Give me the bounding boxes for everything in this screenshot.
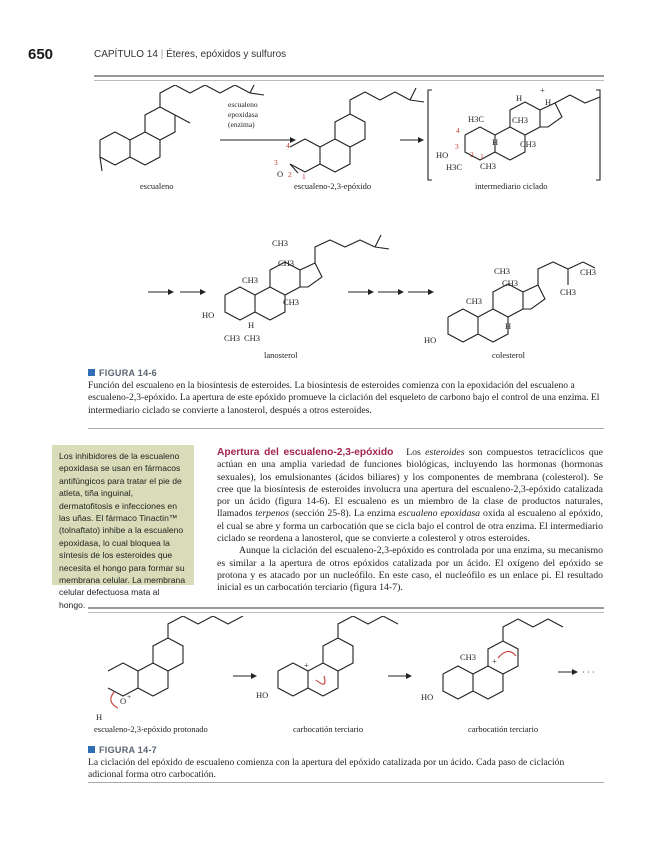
figure-marker <box>88 746 95 753</box>
arrow-step-2 <box>388 673 412 679</box>
arrow-enzyme <box>220 137 296 143</box>
lanosterol-ch3-left: CH3 <box>242 275 259 285</box>
cholesterol-h: H <box>505 321 512 331</box>
figure-14-6-bottom-rule <box>88 428 604 429</box>
top-rule-thin <box>94 80 604 81</box>
continuation-dots: · · · <box>582 667 595 677</box>
lanosterol-ho: HO <box>202 310 215 320</box>
figure-14-6-label-text: FIGURA 14-6 <box>99 368 157 378</box>
compound-epoxide-label: escualeno-2,3-epóxido <box>294 181 372 191</box>
intermediate-c3: 3 <box>455 142 459 151</box>
intermediate-h3c-bottom: H3C <box>446 162 463 172</box>
intermediate-h-mid: H <box>492 137 499 147</box>
figure-14-7-bottom-rule <box>88 782 604 783</box>
compound-cholesterol-label: colesterol <box>492 350 526 360</box>
figure-14-6-drawing <box>80 85 610 365</box>
intermediate-ho: HO <box>436 150 449 160</box>
cholesterol-ch3-top: CH3 <box>494 266 511 276</box>
figure-14-7-drawing <box>88 616 604 740</box>
first-carbocation-ho: HO <box>256 690 269 700</box>
paragraph-1-em-enzima: escualeno epoxidasa <box>398 508 481 520</box>
enzyme-label-2: epoxidasa <box>228 110 258 119</box>
cholesterol-ch3-bottom: CH3 <box>560 287 577 297</box>
squalene-epoxide-structure <box>290 88 424 173</box>
second-carbocation-ho: HO <box>421 692 434 702</box>
chapter-heading <box>94 49 286 60</box>
paragraph-1-d: oxida al escualeno al epóxido, el cual se abre y forma un carbocatión que se cicla bajo el control de otra enzima. El intermediario ciclado se reordena a lanosterol, que se convierte a colesterol y otros esteroides. <box>217 508 603 545</box>
cholesterol-ch3-mid: CH3 <box>502 278 519 288</box>
arrow-step-1 <box>233 673 257 679</box>
carbon-3-number: 3 <box>274 158 278 167</box>
paragraph-2: Aunque la ciclación del escualeno-2,3-epóxido es controlada por una enzima, su mecanismo es similar a la apertura de otros epóxidos catalizada por un ácido. El oxígeno del epóxido se protona y es atacado por un nucleófilo. En este caso, el nucleófilo es un enlace pi. El resultado inicial es un carbocatión terciario (figura 14-7). <box>217 545 603 594</box>
figure-marker <box>88 369 95 376</box>
margin-note-text: Los inhibidores de la escualeno epoxidasa se usan en fármacos antifúngicos para tratar el pie de atleta, tiña inguinal, dermatofitosis e infecciones en las uñas. El fármaco Tinactin™ (tolnaftato) inhibe a la escualeno epoxidasa, lo cual bloquea la síntesis de los esteroides que necesita el hongo para formar su membrana celular. La membrana celular defectuosa mata al hongo. <box>59 451 186 610</box>
intermediate-c1: 1 <box>480 152 484 161</box>
chapter-label: CAPÍTULO 14 <box>94 49 158 60</box>
compound-squalene-label: escualeno <box>140 181 174 191</box>
figure-14-6-caption: Función del escualeno en la biosíntesis de esteroides. La biosíntesis de esteroides comienza con la epoxidación del escualeno a escualeno-2,3-epóxido. La apertura de este epóxido promueve la ciclación del esqueleto de carbono bajo el control de una enzima. El intermediario ciclado se convierte a lanosterol, después a otros esteroides. <box>88 380 600 416</box>
protonated-oxygen: O <box>120 696 127 706</box>
lanosterol-ch3-top: CH3 <box>272 238 289 248</box>
protonated-plus: + <box>127 692 132 701</box>
figure-14-7-label-text: FIGURA 14-7 <box>99 745 157 755</box>
intermediate-plus: + <box>540 85 545 95</box>
cholesterol-ho: HO <box>424 335 437 345</box>
arrows-to-cholesterol <box>348 289 434 295</box>
carbon-2-number: 2 <box>288 170 292 179</box>
compound-carbocation-1-label: carbocatión terciario <box>293 724 364 734</box>
page-number: 650 <box>28 46 54 63</box>
figure-14-7-label <box>88 745 157 755</box>
lanosterol-ch3-mid: CH3 <box>278 258 295 268</box>
intermediate-h3c-top: H3C <box>468 114 485 124</box>
enzyme-label-1: escualeno <box>228 100 258 109</box>
lanosterol-ch3-bottom-1: CH3 <box>224 333 241 343</box>
paragraph-1-c: (sección 25-8). La enzima <box>289 508 399 520</box>
cholesterol-ch3-left: CH3 <box>466 296 483 306</box>
intermediate-h-right: H <box>545 97 552 107</box>
paragraph-1-em-terpenos: terpenos <box>255 508 289 520</box>
compound-lanosterol-label: lanosterol <box>264 350 298 360</box>
cholesterol-ch3-right: CH3 <box>580 267 597 277</box>
chapter-title: Éteres, epóxidos y sulfuros <box>166 49 287 60</box>
lanosterol-h: H <box>248 320 255 330</box>
second-carbocation-plus: + <box>492 656 497 666</box>
paragraph-1-b: son compuestos tetracíclicos que actúan en una amplia variedad de funciones biológicas, incluyendo las hormonas (hormonas sexuales), los emulsionantes (ácidos biliares) y los componentes de membrana (colesterol). Se cree que la biosíntesis de esteroides involucra una apertura del escualeno-2,3-epóxido catalizada por un ácido (figura 14-6). El escualeno es un miembro de la clase de productos naturales, llamados <box>217 447 603 520</box>
section-body <box>217 447 603 595</box>
arrow-to-intermediate <box>400 137 424 143</box>
section-title: Apertura del escualeno-2,3-epóxido <box>217 447 394 458</box>
paragraph-1-a: Los <box>406 447 426 458</box>
lanosterol-ch3-bottom-2: CH3 <box>244 333 261 343</box>
figure-14-7-caption: La ciclación del epóxido de escualeno comienza con la apertura del epóxido catalizada por un ácido. Cada paso de ciclación adicional forma otro carbocatión. <box>88 757 565 781</box>
first-carbocation-structure <box>278 616 398 696</box>
carbon-4-number: 4 <box>286 141 290 150</box>
enzyme-label-3: (enzima) <box>228 120 255 129</box>
top-rule <box>94 75 604 77</box>
figure-14-7-top-rule-thin <box>88 612 604 613</box>
intermediate-c2: 2 <box>470 150 474 159</box>
compound-intermediate-label: intermediario ciclado <box>475 181 548 191</box>
paragraph-1-em-esteroides: esteroides <box>425 447 465 458</box>
compound-carbocation-2-label: carbocatión terciario <box>468 724 539 734</box>
first-carbocation-plus: + <box>304 660 309 670</box>
figure-14-6-label <box>88 368 157 378</box>
compound-protonated-label: escualeno-2,3-epóxido protonado <box>94 724 208 734</box>
chapter-separator: | <box>160 49 167 60</box>
protonated-h: H <box>96 712 103 722</box>
carbon-1-number: 1 <box>302 172 306 181</box>
second-carbocation-ch3: CH3 <box>460 652 477 662</box>
intermediate-h-top: H <box>516 93 523 103</box>
lanosterol-ch3-right: CH3 <box>283 297 300 307</box>
arrow-step-3 <box>558 669 578 675</box>
intermediate-ch3-mid: CH3 <box>512 115 529 125</box>
margin-note <box>52 445 194 610</box>
intermediate-ch3-bottom: CH3 <box>480 161 497 171</box>
arrows-to-lanosterol <box>148 289 206 295</box>
intermediate-ch3-low: CH3 <box>520 139 537 149</box>
intermediate-c4: 4 <box>456 126 460 135</box>
epoxide-oxygen: O <box>277 169 284 179</box>
figure-14-7-top-rule <box>88 607 604 609</box>
